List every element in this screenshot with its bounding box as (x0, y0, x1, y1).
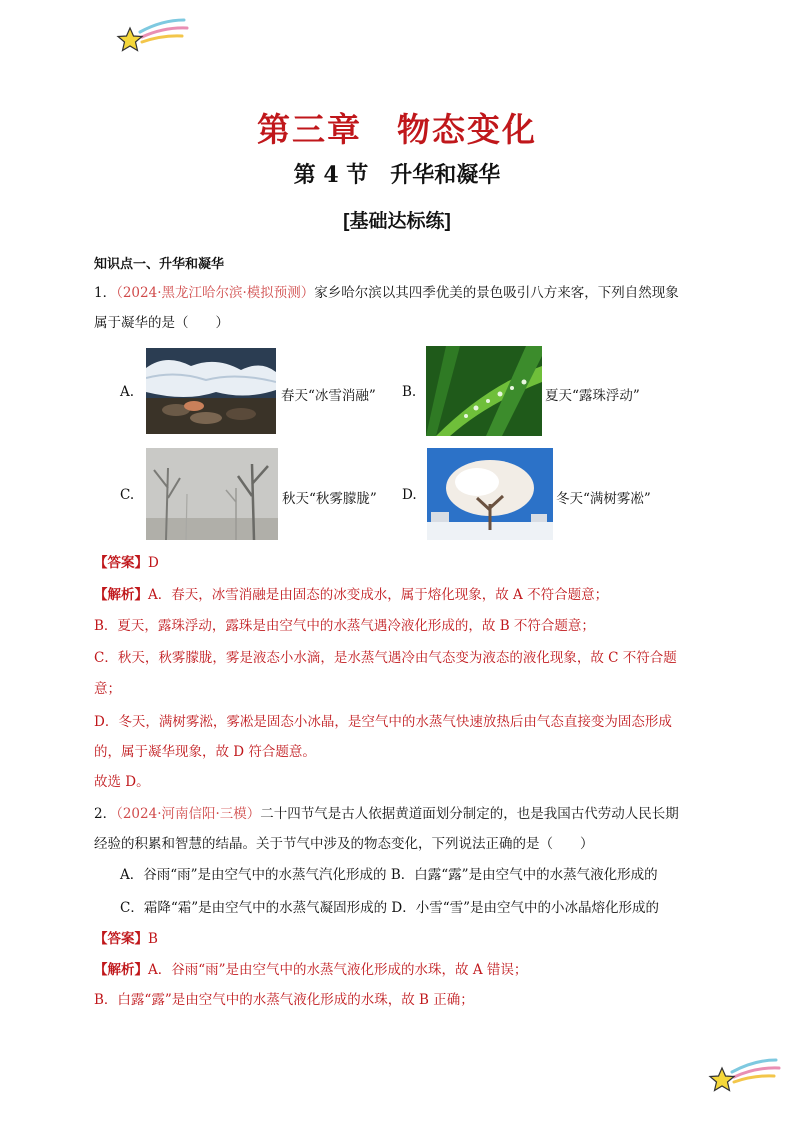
question-1-stem (94, 283, 679, 303)
question-1-stem-cont: 属于凝华的是（ ） (94, 315, 229, 331)
question-number: 2． (94, 806, 117, 822)
foggy-trees-photo (146, 448, 278, 540)
analysis-tag: 【解析】 (94, 962, 148, 978)
question-2-stem (94, 804, 679, 824)
option-c-caption: 秋天“秋雾朦胧” (282, 491, 377, 507)
option-a-caption: 春天“冰雪消融” (281, 388, 376, 404)
analysis-tag: 【解析】 (94, 587, 148, 603)
question-2-options-row: A．谷雨“雨”是由空气中的水蒸气汽化形成的 B．白露“露”是由空气中的水蒸气液化形成的 (120, 867, 658, 883)
answer-line (94, 929, 158, 949)
answer-line (94, 553, 159, 573)
analysis-line: 故选 D。 (94, 774, 150, 790)
analysis-line: D．冬天，满树雾淞，雾凇是固态小冰晶，是空气中的水蒸气快速放热后由气态直接变为固态形成 (94, 714, 672, 730)
analysis-line: B．白露“露”是由空气中的水蒸气液化形成的水珠，故 B 正确； (94, 992, 474, 1008)
answer-tag: 【答案】 (94, 555, 148, 571)
option-d-caption: 冬天“满树雾凇” (556, 491, 651, 507)
level-label: [基础达标练] (343, 211, 451, 232)
option-b-letter: B. (402, 384, 417, 400)
shooting-star-icon (704, 1054, 784, 1098)
question-stem-line: 二十四节气是古人依据黄道面划分制定的，也是我国古代劳动人民长期 (260, 806, 679, 822)
question-source: （2024·河南信阳·三模） (116, 806, 261, 822)
analysis-line: C．秋天，秋雾朦胧，雾是液态小水滴，是水蒸气遇冷由气态变为液态的液化现象，故 C 不符合题 (94, 650, 677, 666)
option-c-letter: C. (120, 487, 135, 503)
answer-value: B (148, 931, 158, 947)
question-stem-line: 家乡哈尔滨以其四季优美的景色吸引八方来客，下列自然现象 (314, 285, 679, 301)
answer-value: D (148, 555, 159, 571)
question-number: 1． (94, 285, 117, 301)
section-title: 第 4 节 升华和凝华 (293, 162, 501, 188)
ice-melting-photo (146, 348, 276, 434)
answer-tag: 【答案】 (94, 931, 148, 947)
knowledge-point-heading: 知识点一、升华和凝华 (94, 257, 225, 272)
analysis-line: B．夏天，露珠浮动，露珠是由空气中的水蒸气遇冷液化形成的，故 B 不符合题意； (94, 618, 595, 634)
analysis-line: 意； (94, 681, 121, 697)
chapter-title: 第三章 物态变化 (257, 110, 537, 149)
analysis-line: 【解析】A．春天，冰雪消融是由固态的冰变成水，属于熔化现象，故 A 不符合题意； (94, 587, 609, 603)
rime-tree-photo (427, 448, 553, 540)
analysis-line: 的，属于凝华现象，故 D 符合题意。 (94, 744, 316, 760)
dewdrop-leaf-photo (426, 346, 542, 436)
shooting-star-icon (112, 14, 192, 58)
option-a-letter: A. (120, 384, 135, 400)
question-2-options-row: C．霜降“霜”是由空气中的水蒸气凝固形成的 D．小雪“雪”是由空气中的小冰晶熔化形成的 (120, 900, 660, 916)
question-2-stem-cont: 经验的积累和智慧的结晶。关于节气中涉及的物态变化，下列说法正确的是（ ） (94, 836, 594, 852)
analysis-line: 【解析】A．谷雨“雨”是由空气中的水蒸气液化形成的水珠，故 A 错误； (94, 962, 528, 978)
option-d-letter: D. (402, 487, 417, 503)
option-b-caption: 夏天“露珠浮动” (545, 388, 640, 404)
question-source: （2024·黑龙江哈尔滨·模拟预测） (116, 285, 315, 301)
